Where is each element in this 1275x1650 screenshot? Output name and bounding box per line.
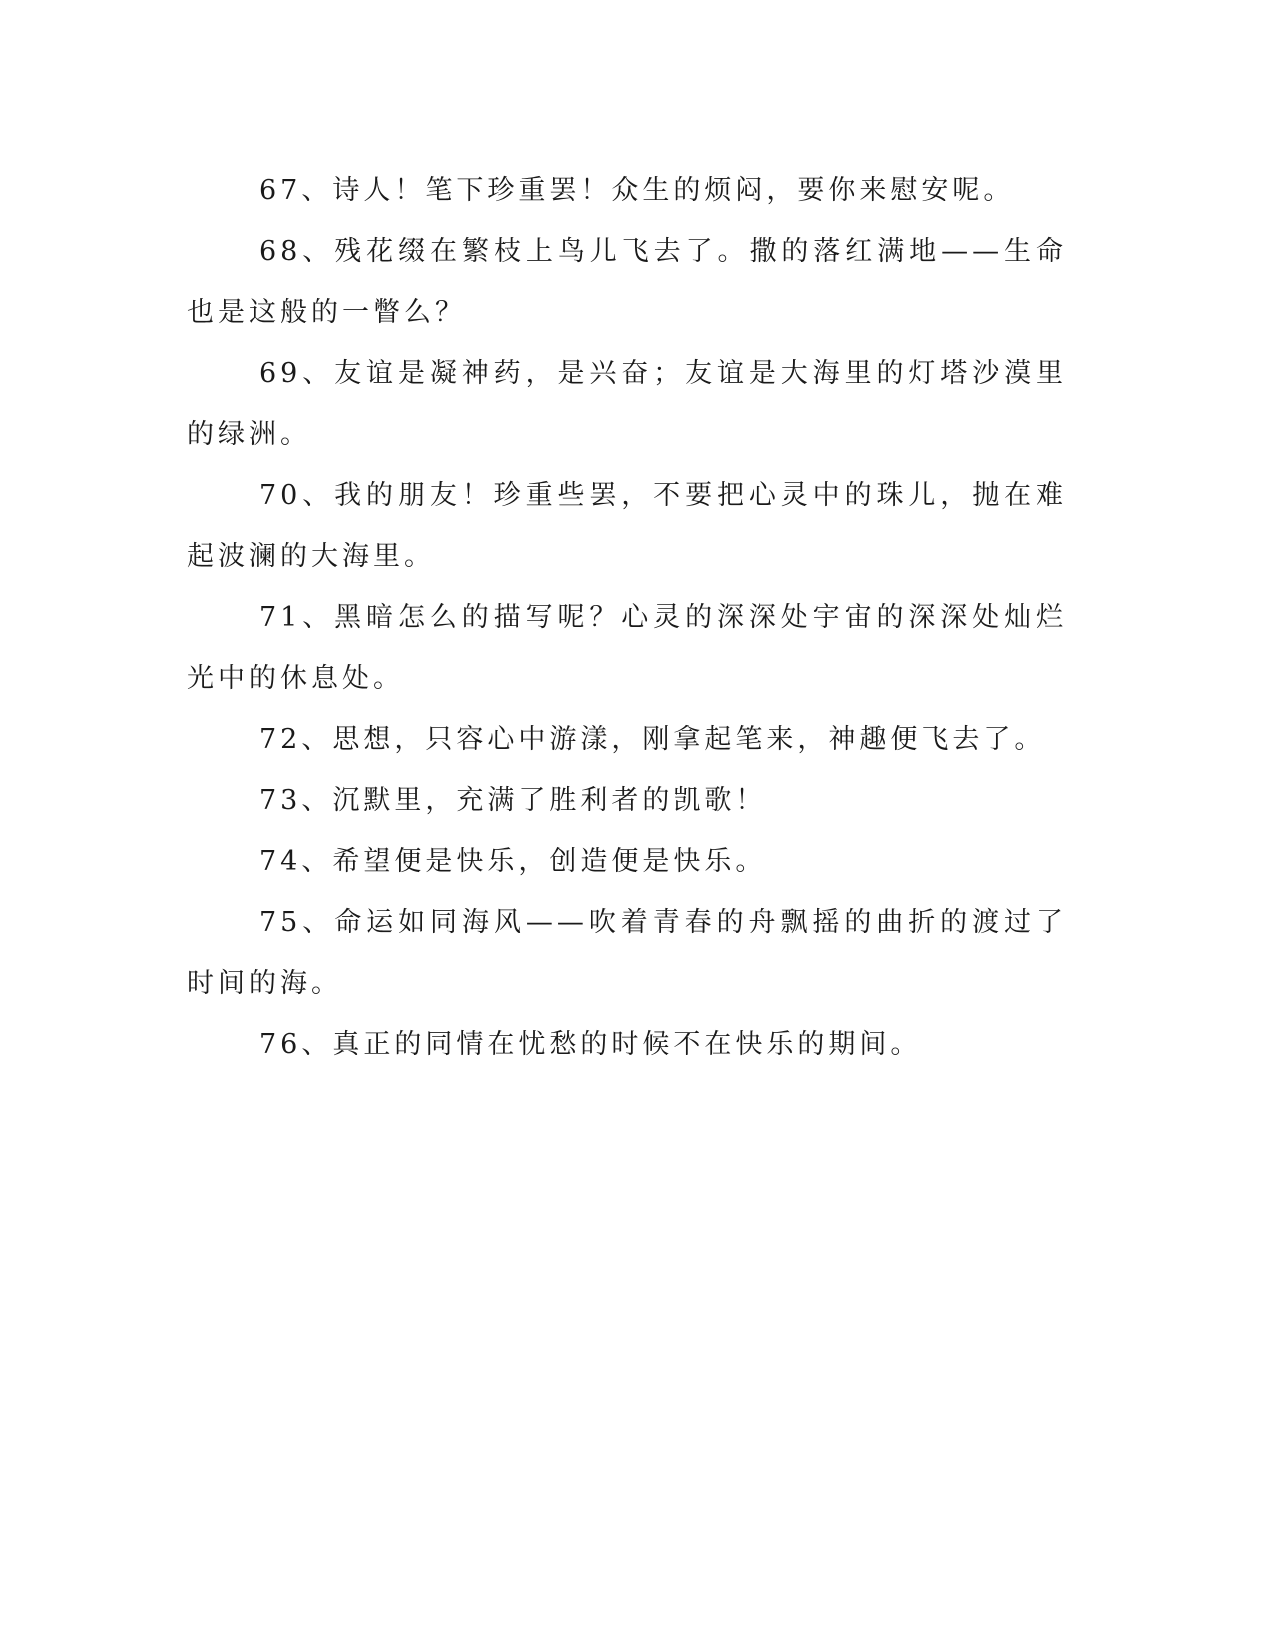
quote-paragraph-71: 71、黑暗怎么的描写呢？心灵的深深处宇宙的深深处灿烂光中的休息处。	[187, 602, 1067, 694]
quote-paragraph-72: 72、思想，只容心中游漾，刚拿起笔来，神趣便飞去了。	[259, 724, 1046, 755]
quote-paragraph-73: 73、沉默里，充满了胜利者的凯歌！	[259, 785, 767, 816]
quote-paragraph-68: 68、残花缀在繁枝上鸟儿飞去了。撒的落红满地——生命也是这般的一瞥么？	[187, 236, 1067, 328]
quote-paragraph-76: 76、真正的同情在忧愁的时候不在快乐的期间。	[259, 1029, 922, 1060]
quote-paragraph-67: 67、诗人！笔下珍重罢！众生的烦闷，要你来慰安呢。	[259, 175, 1015, 206]
quote-paragraph-70: 70、我的朋友！珍重些罢，不要把心灵中的珠儿，抛在难起波澜的大海里。	[187, 480, 1067, 572]
quote-paragraph-75: 75、命运如同海风——吹着青春的舟飘摇的曲折的渡过了时间的海。	[187, 907, 1067, 999]
quote-paragraph-74: 74、希望便是快乐，创造便是快乐。	[259, 846, 767, 877]
quote-paragraph-69: 69、友谊是凝神药，是兴奋；友谊是大海里的灯塔沙漠里的绿洲。	[187, 358, 1067, 450]
quote-list	[187, 160, 1067, 1075]
